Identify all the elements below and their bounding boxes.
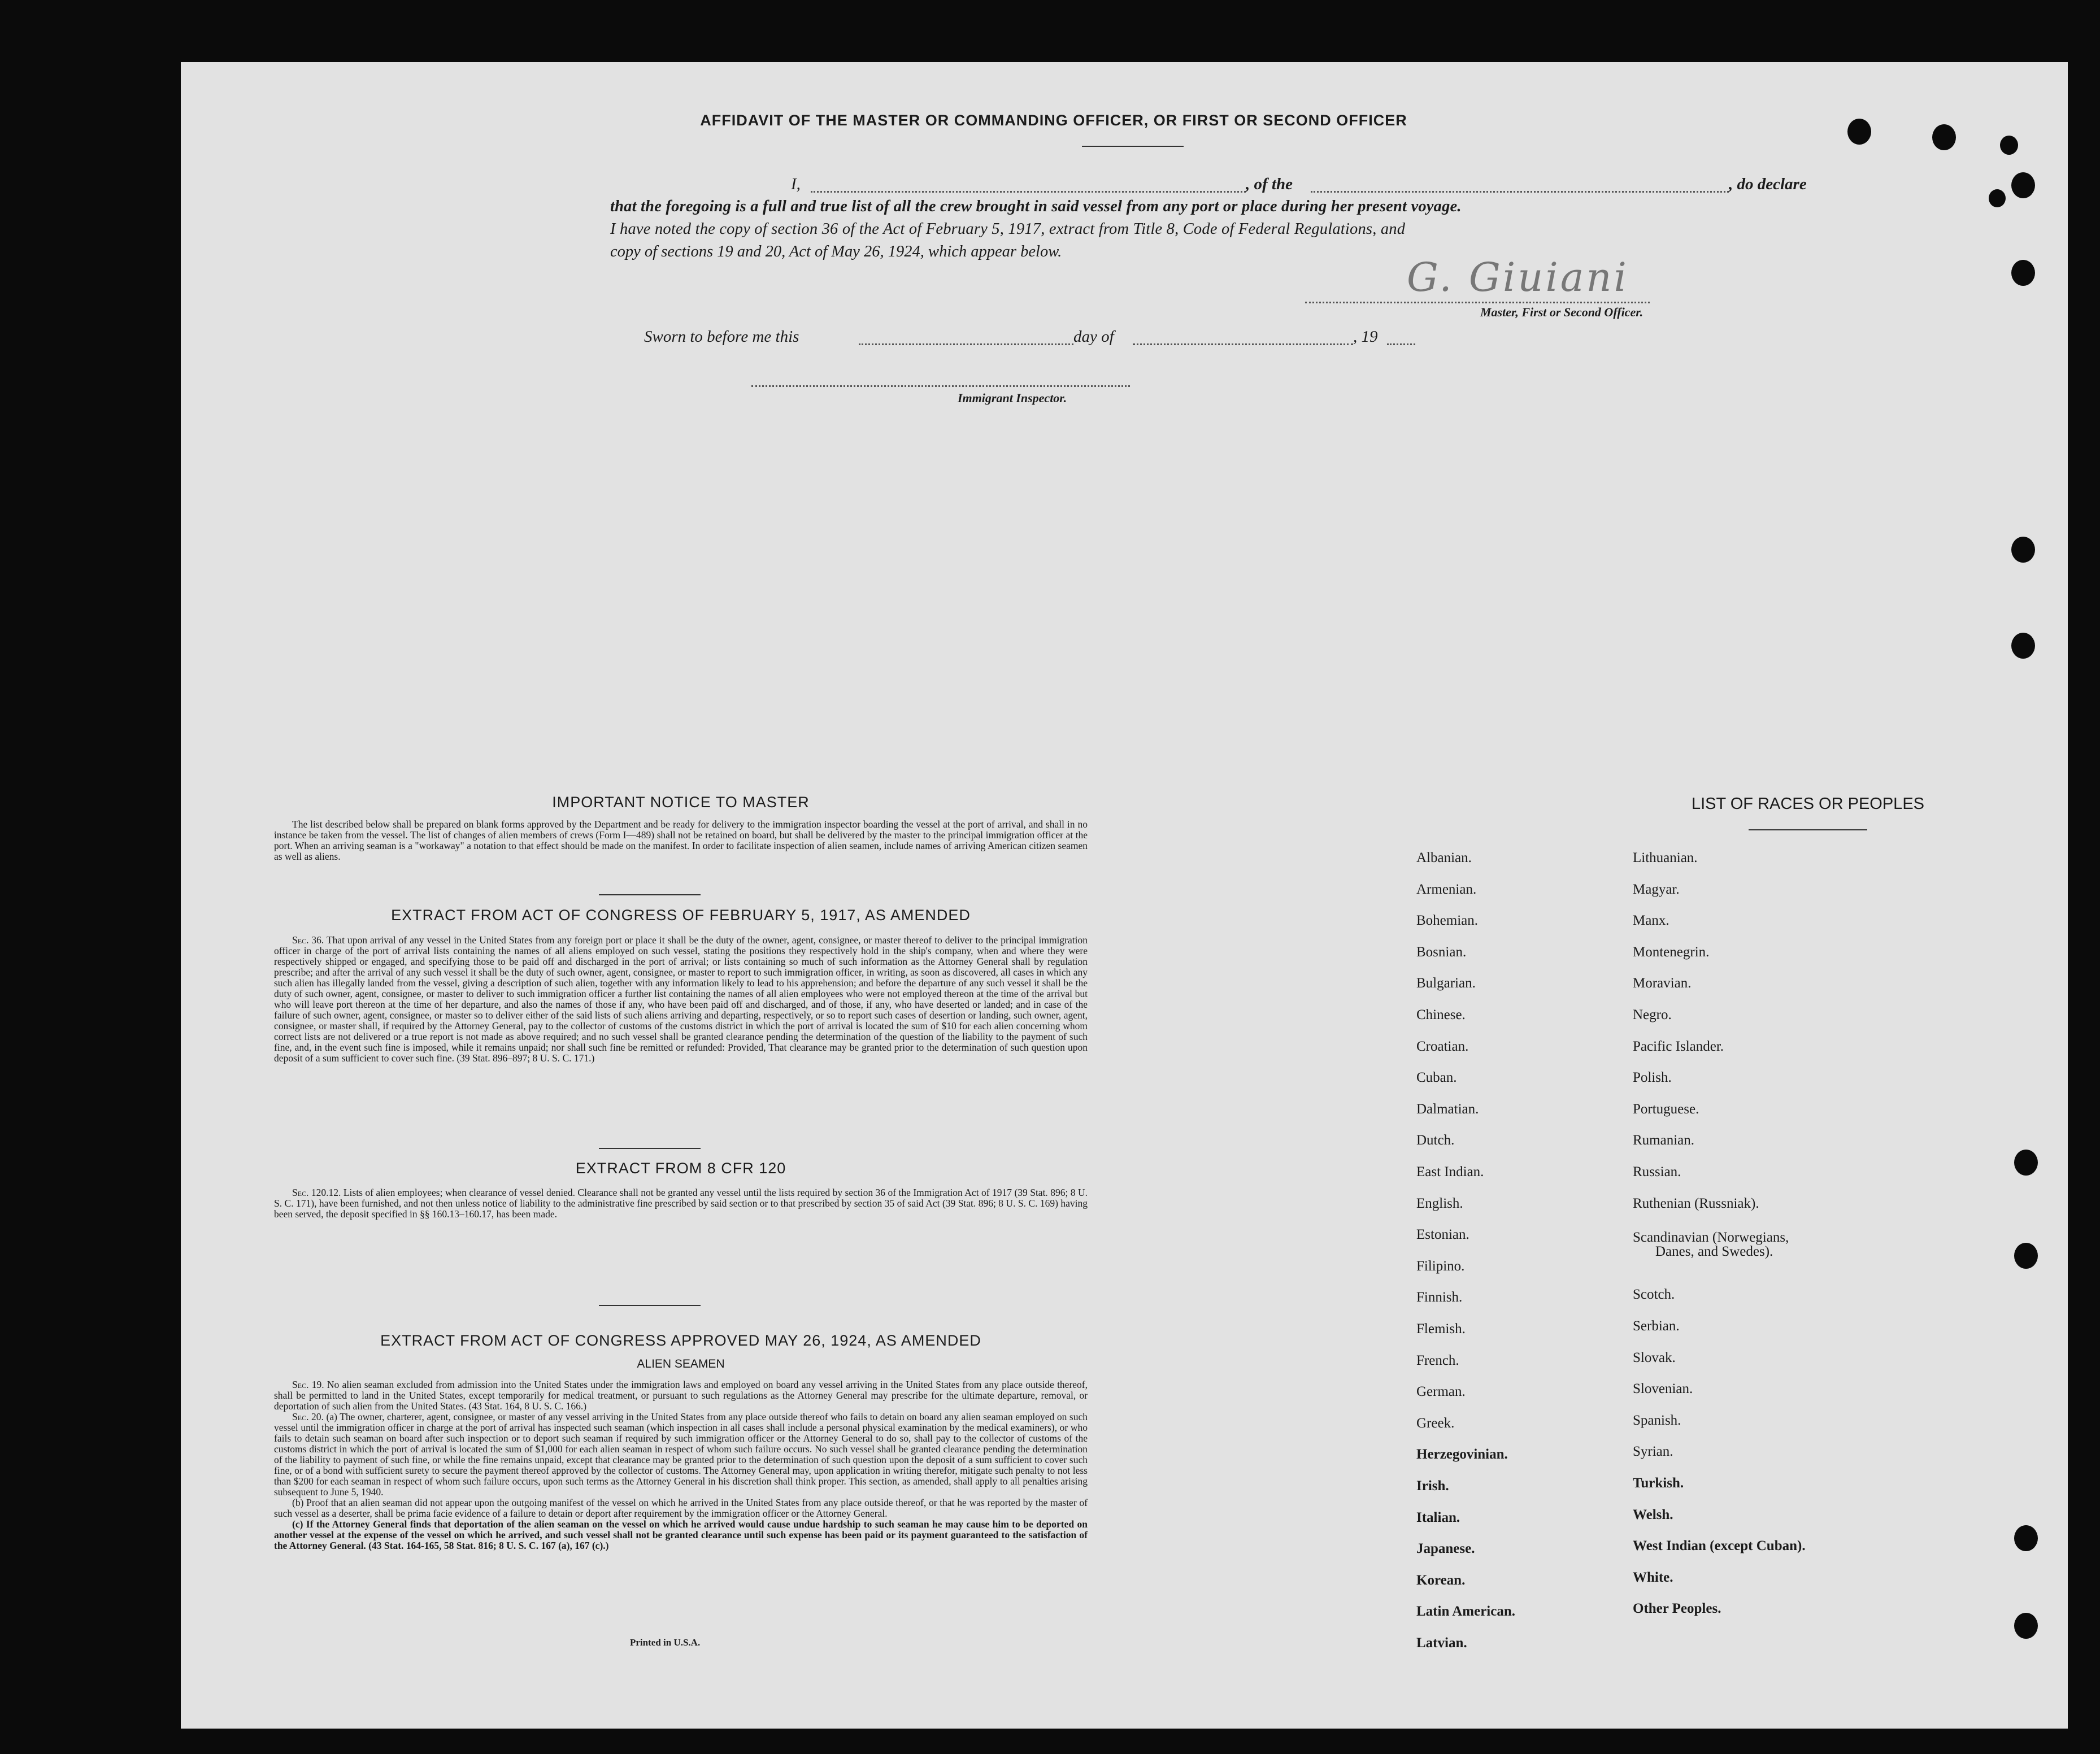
race-item: Albanian.	[1416, 850, 1472, 865]
race-item: Japanese.	[1416, 1541, 1475, 1557]
race-item: White.	[1633, 1569, 1673, 1585]
race-item: West Indian (except Cuban).	[1633, 1538, 1806, 1554]
punch-hole	[1989, 189, 2006, 207]
vessel-blank[interactable]	[1311, 191, 1729, 193]
punch-hole	[2014, 1613, 2038, 1639]
race-item: Magyar.	[1633, 881, 1680, 897]
punch-hole	[1847, 119, 1871, 145]
race-item: Flemish.	[1416, 1321, 1466, 1337]
extract-1917-text	[274, 935, 1088, 1064]
race-item: East Indian.	[1416, 1164, 1484, 1180]
sworn-day-blank[interactable]	[859, 343, 1073, 345]
race-item: Turkish.	[1633, 1476, 1684, 1491]
extract-cfr-title: EXTRACT FROM 8 CFR 120	[575, 1160, 786, 1177]
race-item: Scandinavian (Norwegians,	[1633, 1230, 1789, 1246]
race-item: Ruthenian (Russniak).	[1633, 1195, 1759, 1211]
notice-title: IMPORTANT NOTICE TO MASTER	[552, 794, 810, 811]
sec-20-label: Sec. 20.	[292, 1411, 324, 1422]
punch-hole	[2011, 633, 2035, 659]
race-item: Russian.	[1633, 1164, 1681, 1180]
sec-36-text: That upon arrival of any vessel in the United States from any foreign port or place it shall be the duty of the owner, agent, consignee, or master thereof to deliver to the principal immigration officer in charge of the port of arrival lists containing the names of all aliens employed on such vessel, stating the positions they respectively hold in the ship's company, when and where they were respectively shipped or engaged, and specifying those to be paid off and discharged in the port of arrival; or lists containing so much of such information as the Attorney General shall by regulation prescribe; and after the arrival of any such vessel it shall be the duty of such owner, agent, consignee, or master to report to such immigration officer, in writing, as soon as discovered, all cases in which any such alien has illegally landed from the vessel, giving a description of such alien, together with any information likely to lead to his apprehension; and before the departure of any such vessel it shall be the duty of such owner, agent, consignee, or master to deliver to such immigration officer a further list containing the names of all alien employees who were not employed thereon at the time of the arrival but who will leave port thereon at the time of her departure, and also the names of those if any, who have been paid off and discharged, and of those, if any, who have deserted or landed; and in case of the failure of such owner, agent, consignee, or master so to deliver either of the said lists of such aliens arriving and departing, respectively, or so to report such cases of desertion or landing, such owner, agent, consignee, or master shall, if required by the Attorney General, pay to the collector of customs of the customs district in which the port of arrival is located the sum of $10 for each alien concerning whom correct lists are not delivered or a true report is not made as above required; and no such vessel shall be granted clearance pending the determination of the question of the liability to the payment of such fine, and, in the event such fine is imposed, while it remains unpaid; nor shall such fine be remitted or refunded: Provided, That clearance may be granted prior to the determination of such question upon deposit of a sum sufficient to cover such fine. (39 Stat. 896–897; 8 U. S. C. 171.)	[274, 934, 1088, 1064]
race-item: Cuban.	[1416, 1070, 1457, 1086]
inspector-line[interactable]	[751, 385, 1130, 387]
extract-cfr-divider	[599, 1305, 701, 1306]
sec-19-text: No alien seaman excluded from admission into the United States under the immigration laws and employed on board any vessel arriving in the United States from any place outside thereof, shall be permitted to land in the United States, except temporarily for medical treatment, or pursuant to such regulations as the Attorney General may prescribe for the ultimate departure, removal, or deportation of such alien from the United States. (43 Stat. 164, 8 U. S. C. 166.)	[274, 1379, 1088, 1412]
race-item: Armenian.	[1416, 881, 1477, 897]
extract-1917-title: EXTRACT FROM ACT OF CONGRESS OF FEBRUARY 5, 1917, AS AMENDED	[391, 907, 971, 924]
race-item: Other Peoples.	[1633, 1601, 1721, 1617]
sec-19-label: Sec. 19.	[292, 1379, 324, 1390]
race-item: Filipino.	[1416, 1258, 1465, 1274]
race-item: Irish.	[1416, 1478, 1449, 1494]
notice-divider	[599, 894, 701, 895]
race-item: German.	[1416, 1384, 1466, 1400]
race-item: Slovak.	[1633, 1350, 1676, 1365]
race-item: Dalmatian.	[1416, 1101, 1479, 1117]
race-item: Moravian.	[1633, 976, 1692, 991]
race-item: Latvian.	[1416, 1635, 1467, 1651]
race-item: Negro.	[1633, 1007, 1672, 1022]
affidavit-line2: that the foregoing is a full and true list of all the crew brought in said vessel from any port or place during her present voyage.	[610, 198, 1462, 215]
race-item: Pacific Islander.	[1633, 1038, 1724, 1054]
race-item: Bosnian.	[1416, 944, 1467, 960]
race-item: Portuguese.	[1633, 1101, 1699, 1117]
race-item: Syrian.	[1633, 1444, 1673, 1460]
race-item: Lithuanian.	[1633, 850, 1698, 865]
race-item: Spanish.	[1633, 1412, 1681, 1428]
sworn-year-blank[interactable]	[1387, 343, 1415, 345]
punch-hole	[2014, 1150, 2038, 1176]
race-item: Greek.	[1416, 1415, 1455, 1431]
race-item: Italian.	[1416, 1509, 1460, 1525]
affidavit-of-the: , of the	[1246, 175, 1293, 193]
race-item: Slovenian.	[1633, 1381, 1693, 1397]
form-page	[181, 62, 2068, 1729]
notice-paragraph: The list described below shall be prepared on blank forms approved by the Department and be ready for delivery to the immigration inspector boarding the vessel at the port of arrival, and shall in no instance be taken from the vessel. The list of changes of alien members of crews (Form I—489) shall not be retained on board, but shall be delivered by the master to the principal immigration officer at the port. When an arriving seaman is a "workaway" a notation to that effect should be made on the manifest. In order to facilitate inspection of alien seamen, include names of arriving American citizen seamen as well as aliens.	[274, 819, 1088, 862]
race-item: Korean.	[1416, 1572, 1466, 1588]
race-item: Herzegovinian.	[1416, 1447, 1508, 1463]
punch-hole	[2011, 172, 2035, 198]
sworn-year: , 19	[1353, 328, 1378, 346]
title-underline	[1082, 146, 1184, 147]
race-item: Montenegrin.	[1633, 944, 1710, 960]
race-item: Croatian.	[1416, 1038, 1469, 1054]
extract-cfr-text	[274, 1187, 1088, 1220]
sec-120-label: Sec. 120.12.	[292, 1187, 341, 1198]
punch-hole	[2014, 1243, 2038, 1269]
punch-hole	[2011, 260, 2035, 286]
affidavit-i: I,	[791, 175, 801, 193]
master-signature: G. Giuiani	[1407, 254, 1629, 301]
races-title: LIST OF RACES OR PEOPLES	[1691, 795, 1925, 813]
race-item: Latin American.	[1416, 1604, 1515, 1620]
punch-hole	[2000, 136, 2018, 155]
affidavit-line4: copy of sections 19 and 20, Act of May 26, 1924, which appear below.	[610, 243, 1062, 260]
punch-hole	[1932, 124, 1956, 150]
race-item: Dutch.	[1416, 1133, 1455, 1148]
race-item: Estonian.	[1416, 1227, 1469, 1243]
race-item: French.	[1416, 1352, 1459, 1368]
sec-20b-text: (b) Proof that an alien seaman did not appear upon the outgoing manifest of the vessel on which he arrived in the United States from any place outside thereof, or that he was reported by the master of such vessel as a deserter, shall be prima facie evidence of a failure to detain or deport after requirement by the immigration officer or the Attorney General.	[274, 1497, 1088, 1519]
race-item: Rumanian.	[1633, 1133, 1695, 1148]
alien-seamen-subtitle: ALIEN SEAMEN	[637, 1357, 725, 1370]
race-item: Bulgarian.	[1416, 976, 1476, 991]
race-item: Polish.	[1633, 1070, 1672, 1086]
sec-36-label: Sec. 36.	[292, 934, 324, 946]
race-item: Danes, and Swedes).	[1655, 1244, 1773, 1260]
race-item: Bohemian.	[1416, 913, 1479, 929]
signature-label: Master, First or Second Officer.	[1480, 305, 1644, 319]
races-underline	[1749, 829, 1867, 830]
sec-20a-text: (a) The owner, charterer, agent, consignee, or master of any vessel arriving in the United States from any place outside thereof who fails to detain on board any alien seaman employed on such vessel until the immigration officer in charge at the port of arrival has inspected such seaman (which inspection in all cases shall include a personal physical examination by the medical examiners), or who fails to detain such seaman on board after such inspection or to deport such seaman if required by such immigration officer or the Attorney General to do so, shall pay to the collector of customs of the customs district in which the port of arrival is located the sum of $1,000 for each alien seaman in respect of whom such failure occurs. No such vessel shall be granted clearance pending the determination of the liability to payment of such fine, or while the fine remains unpaid, except that clearance may be granted prior to the determination of such question upon the deposit of a sum sufficient to cover such fine, or of a bond with sufficient surety to secure the payment thereof approved by the collector of customs. The Attorney General may, upon application in writing therefor, mitigate such penalty to not less than $200 for each seaman in respect of whom such failure occurs, upon such terms as the Attorney General in his discretion shall think proper. This section, as amended, shall apply to all penalties arising subsequent to June 5, 1940.	[274, 1411, 1088, 1498]
extract-1917-divider	[599, 1148, 701, 1149]
affidavit-declare: , do declare	[1729, 175, 1807, 193]
race-item: Manx.	[1633, 913, 1669, 929]
race-item: Serbian.	[1633, 1318, 1680, 1334]
sworn-day-of: day of	[1073, 328, 1114, 346]
sec-20c-text: (c) If the Attorney General finds that deportation of the alien seaman on the vessel on which he arrived would cause undue hardship to such seaman he may cause him to be deported on another vessel at the expense of the vessel on which he arrived, and such vessel shall not be granted clearance until such expense has been paid or its payment guaranteed to the satisfaction of the Attorney General. (43 Stat. 164-165, 58 Stat. 816; 8 U. S. C. 167 (a), 167 (c).)	[274, 1518, 1088, 1551]
race-item: Chinese.	[1416, 1007, 1466, 1022]
race-item: Scotch.	[1633, 1287, 1675, 1303]
punch-hole	[2011, 537, 2035, 563]
affidavit-line3: I have noted the copy of section 36 of the Act of February 5, 1917, extract from Title 8, Code of Federal Regulations, and	[610, 220, 1406, 238]
sec-120-text: Lists of alien employees; when clearance of vessel denied. Clearance shall not be granted any vessel until the lists required by section 36 of the Immigration Act of 1917 (39 Stat. 896; 8 U. S. C. 171), have been furnished, and not then unless notice of liability to the administrative fine prescribed by said section or to that prescribed by section 35 of said Act (39 Stat. 896; 8 U. S. C. 169) having been served, the deposit specified in §§ 160.13–160.17, has been made.	[274, 1187, 1088, 1220]
name-blank[interactable]	[811, 191, 1246, 193]
race-item: Welsh.	[1633, 1507, 1673, 1522]
notice-text	[274, 819, 1088, 862]
sworn-prefix: Sworn to before me this	[644, 328, 799, 346]
printed-in-usa: Printed in U.S.A.	[630, 1637, 701, 1648]
punch-hole	[2014, 1525, 2038, 1551]
signature-line[interactable]	[1305, 302, 1650, 303]
race-item: English.	[1416, 1195, 1463, 1211]
race-item: Finnish.	[1416, 1290, 1463, 1305]
inspector-label: Immigrant Inspector.	[958, 391, 1067, 405]
extract-1924-title: EXTRACT FROM ACT OF CONGRESS APPROVED MAY 26, 1924, AS AMENDED	[380, 1332, 981, 1349]
affidavit-title: AFFIDAVIT OF THE MASTER OR COMMANDING OFFICER, OR FIRST OR SECOND OFFICER	[700, 112, 1407, 129]
extract-1924-text	[274, 1379, 1088, 1551]
sworn-month-blank[interactable]	[1133, 343, 1353, 345]
